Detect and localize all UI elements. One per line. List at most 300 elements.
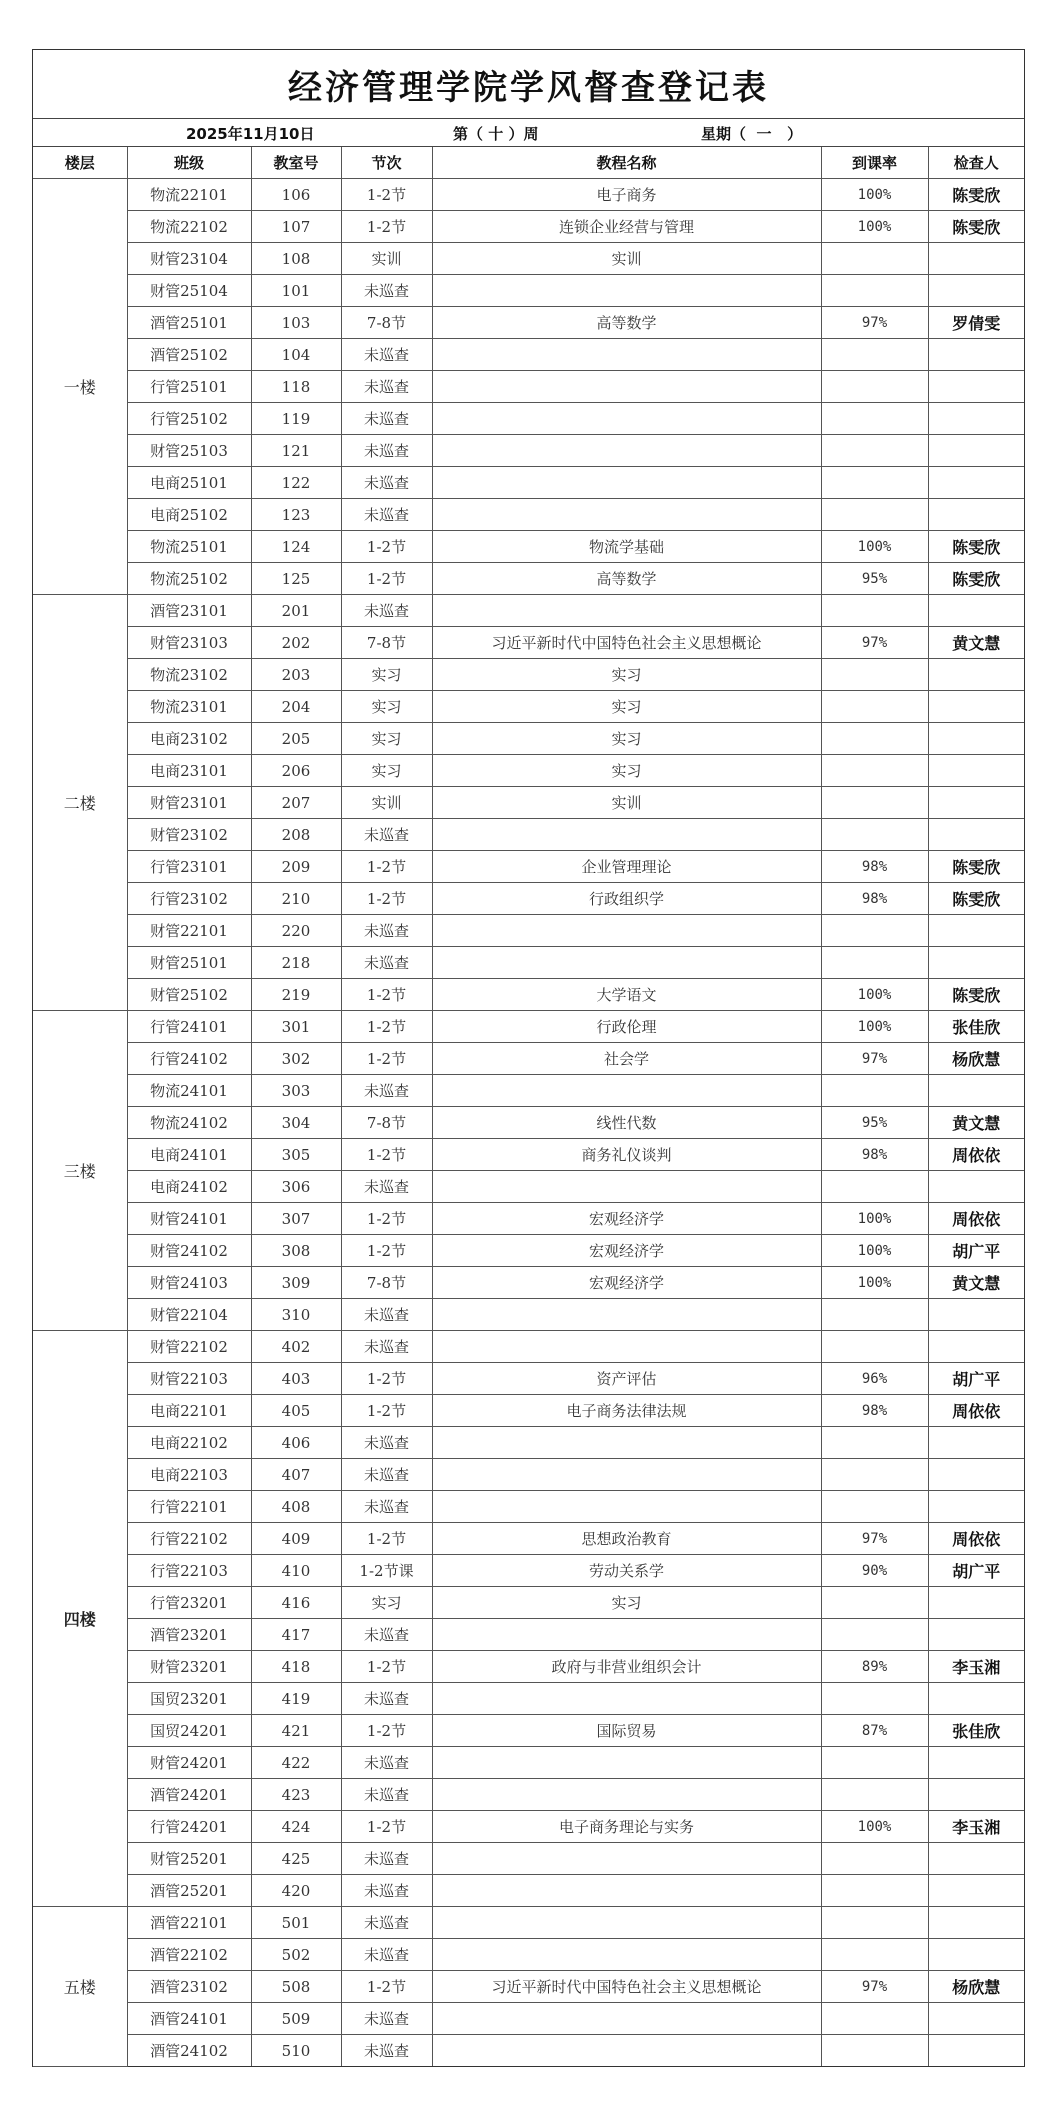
week-number: 第（ 十 ）周 <box>453 125 539 143</box>
floor-cell: 一楼 <box>33 179 127 595</box>
inspector-cell <box>928 2035 1024 2067</box>
attendance-cell <box>821 915 928 947</box>
period-cell: 未巡查 <box>341 947 432 979</box>
class-cell: 财管23102 <box>127 819 251 851</box>
class-cell: 酒管23101 <box>127 595 251 627</box>
course-cell <box>432 275 821 307</box>
room-cell: 302 <box>251 1043 341 1075</box>
attendance-cell: 97% <box>821 1971 928 2003</box>
inspector-cell: 胡广平 <box>928 1363 1024 1395</box>
room-cell: 101 <box>251 275 341 307</box>
col-header-floor: 楼层 <box>33 147 127 179</box>
attendance-cell <box>821 499 928 531</box>
attendance-cell: 97% <box>821 1523 928 1555</box>
course-cell: 习近平新时代中国特色社会主义思想概论 <box>432 1971 821 2003</box>
room-cell: 203 <box>251 659 341 691</box>
course-cell <box>432 1875 821 1907</box>
inspector-cell <box>928 1747 1024 1779</box>
course-cell <box>432 1907 821 1939</box>
period-cell: 未巡查 <box>341 339 432 371</box>
period-cell: 1-2节 <box>341 1043 432 1075</box>
attendance-cell: 98% <box>821 1395 928 1427</box>
course-cell <box>432 1331 821 1363</box>
inspector-cell <box>928 915 1024 947</box>
room-cell: 508 <box>251 1971 341 2003</box>
room-cell: 218 <box>251 947 341 979</box>
course-cell <box>432 595 821 627</box>
room-cell: 121 <box>251 435 341 467</box>
col-header-course: 教程名称 <box>432 147 821 179</box>
class-cell: 行管23201 <box>127 1587 251 1619</box>
table-row <box>33 563 1024 595</box>
class-cell: 电商25102 <box>127 499 251 531</box>
table-row <box>33 179 1024 211</box>
table-row <box>33 1363 1024 1395</box>
room-cell: 210 <box>251 883 341 915</box>
course-cell: 行政伦理 <box>432 1011 821 1043</box>
table-row <box>33 1971 1024 2003</box>
room-cell: 402 <box>251 1331 341 1363</box>
inspector-cell <box>928 2003 1024 2035</box>
table-row <box>33 2035 1024 2067</box>
class-cell: 行管25101 <box>127 371 251 403</box>
inspector-cell: 李玉湘 <box>928 1651 1024 1683</box>
room-cell: 209 <box>251 851 341 883</box>
inspector-cell: 胡广平 <box>928 1235 1024 1267</box>
period-cell: 未巡查 <box>341 1075 432 1107</box>
course-cell <box>432 2003 821 2035</box>
class-cell: 财管22104 <box>127 1299 251 1331</box>
table-row <box>33 1779 1024 1811</box>
attendance-cell <box>821 1875 928 1907</box>
course-cell <box>432 2035 821 2067</box>
table-row <box>33 1267 1024 1299</box>
class-cell: 财管25102 <box>127 979 251 1011</box>
class-cell: 酒管23201 <box>127 1619 251 1651</box>
weekday: 星期（ 一 ） <box>701 125 803 143</box>
table-row <box>33 243 1024 275</box>
class-cell: 财管23101 <box>127 787 251 819</box>
class-cell: 电商23101 <box>127 755 251 787</box>
period-cell: 1-2节 <box>341 179 432 211</box>
period-cell: 实习 <box>341 1587 432 1619</box>
room-cell: 410 <box>251 1555 341 1587</box>
course-cell <box>432 915 821 947</box>
course-cell <box>432 1427 821 1459</box>
course-cell: 资产评估 <box>432 1363 821 1395</box>
table-row <box>33 947 1024 979</box>
room-cell: 421 <box>251 1715 341 1747</box>
attendance-cell <box>821 1587 928 1619</box>
period-cell: 7-8节 <box>341 307 432 339</box>
course-cell: 实训 <box>432 243 821 275</box>
inspector-cell <box>928 339 1024 371</box>
course-cell: 高等数学 <box>432 307 821 339</box>
attendance-cell: 98% <box>821 1139 928 1171</box>
course-cell <box>432 499 821 531</box>
course-cell <box>432 1779 821 1811</box>
table-row <box>33 915 1024 947</box>
table-row <box>33 1331 1024 1363</box>
period-cell: 实训 <box>341 787 432 819</box>
period-cell: 1-2节 <box>341 1011 432 1043</box>
col-header-room: 教室号 <box>251 147 341 179</box>
table-row <box>33 1203 1024 1235</box>
inspector-cell: 陈雯欣 <box>928 531 1024 563</box>
period-cell: 未巡查 <box>341 1491 432 1523</box>
class-cell: 物流25101 <box>127 531 251 563</box>
room-cell: 123 <box>251 499 341 531</box>
table-row <box>33 1875 1024 1907</box>
inspector-cell <box>928 1875 1024 1907</box>
inspector-cell <box>928 1779 1024 1811</box>
course-cell: 电子商务法律法规 <box>432 1395 821 1427</box>
class-cell: 物流22102 <box>127 211 251 243</box>
course-cell: 实习 <box>432 691 821 723</box>
room-cell: 220 <box>251 915 341 947</box>
course-cell <box>432 403 821 435</box>
room-cell: 201 <box>251 595 341 627</box>
attendance-cell <box>821 339 928 371</box>
class-cell: 物流23102 <box>127 659 251 691</box>
period-cell: 未巡查 <box>341 1939 432 1971</box>
course-cell: 实习 <box>432 755 821 787</box>
class-cell: 电商22101 <box>127 1395 251 1427</box>
course-cell: 高等数学 <box>432 563 821 595</box>
inspector-cell <box>928 1331 1024 1363</box>
class-cell: 行管22101 <box>127 1491 251 1523</box>
attendance-cell: 100% <box>821 1011 928 1043</box>
inspector-cell: 杨欣慧 <box>928 1043 1024 1075</box>
attendance-cell: 98% <box>821 883 928 915</box>
table-row <box>33 1459 1024 1491</box>
room-cell: 307 <box>251 1203 341 1235</box>
table-row <box>33 1747 1024 1779</box>
class-cell: 物流22101 <box>127 179 251 211</box>
room-cell: 202 <box>251 627 341 659</box>
attendance-cell <box>821 467 928 499</box>
class-cell: 财管25103 <box>127 435 251 467</box>
period-cell: 未巡查 <box>341 1779 432 1811</box>
course-cell: 实训 <box>432 787 821 819</box>
table-row <box>33 371 1024 403</box>
sheet-title: 经济管理学院学风督查登记表 <box>33 50 1024 119</box>
period-cell: 未巡查 <box>341 915 432 947</box>
table-row <box>33 339 1024 371</box>
inspector-cell: 陈雯欣 <box>928 883 1024 915</box>
table-row <box>33 1075 1024 1107</box>
table-row <box>33 2003 1024 2035</box>
room-cell: 510 <box>251 2035 341 2067</box>
course-cell <box>432 819 821 851</box>
inspector-cell: 李玉湘 <box>928 1811 1024 1843</box>
table-row <box>33 1395 1024 1427</box>
inspector-cell <box>928 1075 1024 1107</box>
inspector-cell: 周依依 <box>928 1395 1024 1427</box>
inspector-cell: 陈雯欣 <box>928 563 1024 595</box>
table-row <box>33 1811 1024 1843</box>
table-row <box>33 211 1024 243</box>
period-cell: 未巡查 <box>341 819 432 851</box>
period-cell: 实习 <box>341 755 432 787</box>
inspector-cell: 罗倩雯 <box>928 307 1024 339</box>
attendance-cell <box>821 1907 928 1939</box>
course-cell: 实习 <box>432 659 821 691</box>
period-cell: 未巡查 <box>341 1683 432 1715</box>
room-cell: 207 <box>251 787 341 819</box>
table-row <box>33 403 1024 435</box>
attendance-cell <box>821 1683 928 1715</box>
room-cell: 208 <box>251 819 341 851</box>
table-row <box>33 1651 1024 1683</box>
attendance-cell: 100% <box>821 1267 928 1299</box>
class-cell: 行管23102 <box>127 883 251 915</box>
course-cell <box>432 1683 821 1715</box>
room-cell: 303 <box>251 1075 341 1107</box>
course-cell <box>432 339 821 371</box>
course-cell <box>432 435 821 467</box>
period-cell: 未巡查 <box>341 595 432 627</box>
inspector-cell <box>928 275 1024 307</box>
room-cell: 103 <box>251 307 341 339</box>
attendance-cell <box>821 435 928 467</box>
inspector-cell: 陈雯欣 <box>928 851 1024 883</box>
period-cell: 未巡查 <box>341 467 432 499</box>
attendance-cell <box>821 755 928 787</box>
attendance-cell <box>821 403 928 435</box>
attendance-cell: 95% <box>821 563 928 595</box>
inspector-cell: 黄文慧 <box>928 1107 1024 1139</box>
table-row <box>33 499 1024 531</box>
table-row <box>33 787 1024 819</box>
period-cell: 7-8节 <box>341 1267 432 1299</box>
course-cell <box>432 1299 821 1331</box>
table-body <box>33 179 1024 2067</box>
room-cell: 306 <box>251 1171 341 1203</box>
class-cell: 酒管24201 <box>127 1779 251 1811</box>
inspector-cell: 黄文慧 <box>928 1267 1024 1299</box>
inspector-cell: 周依依 <box>928 1523 1024 1555</box>
period-cell: 实训 <box>341 243 432 275</box>
class-cell: 物流24101 <box>127 1075 251 1107</box>
course-cell: 电子商务 <box>432 179 821 211</box>
period-cell: 未巡查 <box>341 499 432 531</box>
period-cell: 1-2节 <box>341 883 432 915</box>
room-cell: 309 <box>251 1267 341 1299</box>
table-row <box>33 1523 1024 1555</box>
room-cell: 104 <box>251 339 341 371</box>
table-row <box>33 595 1024 627</box>
course-cell: 国际贸易 <box>432 1715 821 1747</box>
room-cell: 420 <box>251 1875 341 1907</box>
room-cell: 125 <box>251 563 341 595</box>
room-cell: 509 <box>251 2003 341 2035</box>
table-row <box>33 435 1024 467</box>
inspector-cell: 胡广平 <box>928 1555 1024 1587</box>
room-cell: 501 <box>251 1907 341 1939</box>
class-cell: 财管24201 <box>127 1747 251 1779</box>
class-cell: 财管24102 <box>127 1235 251 1267</box>
room-cell: 206 <box>251 755 341 787</box>
attendance-cell: 100% <box>821 531 928 563</box>
class-cell: 行管24201 <box>127 1811 251 1843</box>
inspection-table <box>33 147 1024 2067</box>
room-cell: 424 <box>251 1811 341 1843</box>
inspector-cell <box>928 1587 1024 1619</box>
course-cell: 宏观经济学 <box>432 1235 821 1267</box>
attendance-cell: 90% <box>821 1555 928 1587</box>
attendance-cell <box>821 1459 928 1491</box>
room-cell: 107 <box>251 211 341 243</box>
course-cell: 行政组织学 <box>432 883 821 915</box>
room-cell: 118 <box>251 371 341 403</box>
course-cell <box>432 947 821 979</box>
inspector-cell: 周依依 <box>928 1203 1024 1235</box>
period-cell: 1-2节 <box>341 531 432 563</box>
class-cell: 酒管24102 <box>127 2035 251 2067</box>
attendance-cell: 95% <box>821 1107 928 1139</box>
floor-cell: 四楼 <box>33 1331 127 1907</box>
inspector-cell <box>928 659 1024 691</box>
attendance-cell <box>821 1171 928 1203</box>
table-row <box>33 1587 1024 1619</box>
attendance-cell: 98% <box>821 851 928 883</box>
table-row <box>33 1555 1024 1587</box>
period-cell: 未巡查 <box>341 2003 432 2035</box>
table-row <box>33 307 1024 339</box>
attendance-cell: 97% <box>821 1043 928 1075</box>
period-cell: 未巡查 <box>341 2035 432 2067</box>
attendance-cell <box>821 275 928 307</box>
course-cell: 宏观经济学 <box>432 1203 821 1235</box>
class-cell: 国贸24201 <box>127 1715 251 1747</box>
room-cell: 409 <box>251 1523 341 1555</box>
inspector-cell <box>928 435 1024 467</box>
class-cell: 财管24101 <box>127 1203 251 1235</box>
class-cell: 酒管25101 <box>127 307 251 339</box>
attendance-cell: 97% <box>821 627 928 659</box>
room-cell: 119 <box>251 403 341 435</box>
period-cell: 7-8节 <box>341 627 432 659</box>
course-cell: 电子商务理论与实务 <box>432 1811 821 1843</box>
class-cell: 酒管22101 <box>127 1907 251 1939</box>
class-cell: 行管24102 <box>127 1043 251 1075</box>
attendance-cell <box>821 2003 928 2035</box>
period-cell: 未巡查 <box>341 371 432 403</box>
attendance-cell <box>821 1075 928 1107</box>
period-cell: 1-2节 <box>341 1523 432 1555</box>
floor-cell: 二楼 <box>33 595 127 1011</box>
room-cell: 417 <box>251 1619 341 1651</box>
attendance-cell: 100% <box>821 979 928 1011</box>
class-cell: 酒管22102 <box>127 1939 251 1971</box>
course-cell: 实习 <box>432 723 821 755</box>
period-cell: 1-2节课 <box>341 1555 432 1587</box>
col-header-attendance: 到课率 <box>821 147 928 179</box>
inspector-cell: 陈雯欣 <box>928 179 1024 211</box>
class-cell: 电商24102 <box>127 1171 251 1203</box>
attendance-cell <box>821 1299 928 1331</box>
table-row <box>33 1043 1024 1075</box>
inspector-cell: 陈雯欣 <box>928 211 1024 243</box>
inspector-cell <box>928 819 1024 851</box>
room-cell: 416 <box>251 1587 341 1619</box>
room-cell: 408 <box>251 1491 341 1523</box>
inspector-cell <box>928 1939 1024 1971</box>
attendance-cell <box>821 1491 928 1523</box>
class-cell: 财管22102 <box>127 1331 251 1363</box>
inspector-cell <box>928 243 1024 275</box>
inspector-cell: 黄文慧 <box>928 627 1024 659</box>
period-cell: 未巡查 <box>341 1427 432 1459</box>
room-cell: 204 <box>251 691 341 723</box>
room-cell: 106 <box>251 179 341 211</box>
inspector-cell <box>928 1171 1024 1203</box>
period-cell: 实习 <box>341 723 432 755</box>
course-cell <box>432 1491 821 1523</box>
room-cell: 219 <box>251 979 341 1011</box>
course-cell: 社会学 <box>432 1043 821 1075</box>
room-cell: 418 <box>251 1651 341 1683</box>
table-row <box>33 1491 1024 1523</box>
room-cell: 310 <box>251 1299 341 1331</box>
course-cell <box>432 1747 821 1779</box>
inspector-cell: 张佳欣 <box>928 1715 1024 1747</box>
class-cell: 财管22103 <box>127 1363 251 1395</box>
table-row <box>33 723 1024 755</box>
class-cell: 财管25104 <box>127 275 251 307</box>
period-cell: 1-2节 <box>341 1235 432 1267</box>
period-cell: 未巡查 <box>341 1875 432 1907</box>
course-cell: 连锁企业经营与管理 <box>432 211 821 243</box>
course-cell: 政府与非营业组织会计 <box>432 1651 821 1683</box>
col-header-class: 班级 <box>127 147 251 179</box>
inspector-cell: 张佳欣 <box>928 1011 1024 1043</box>
class-cell: 电商24101 <box>127 1139 251 1171</box>
room-cell: 425 <box>251 1843 341 1875</box>
table-row <box>33 755 1024 787</box>
attendance-cell: 100% <box>821 1811 928 1843</box>
period-cell: 1-2节 <box>341 563 432 595</box>
attendance-cell: 100% <box>821 211 928 243</box>
class-cell: 电商23102 <box>127 723 251 755</box>
table-row <box>33 851 1024 883</box>
table-row <box>33 1139 1024 1171</box>
table-row <box>33 1171 1024 1203</box>
table-row <box>33 1427 1024 1459</box>
course-cell <box>432 1075 821 1107</box>
inspector-cell <box>928 947 1024 979</box>
table-row <box>33 1235 1024 1267</box>
inspector-cell: 周依依 <box>928 1139 1024 1171</box>
period-cell: 未巡查 <box>341 1843 432 1875</box>
course-cell: 思想政治教育 <box>432 1523 821 1555</box>
attendance-cell <box>821 1747 928 1779</box>
inspector-cell <box>928 755 1024 787</box>
class-cell: 行管22102 <box>127 1523 251 1555</box>
period-cell: 未巡查 <box>341 1747 432 1779</box>
period-cell: 未巡查 <box>341 1459 432 1491</box>
course-cell <box>432 1459 821 1491</box>
room-cell: 124 <box>251 531 341 563</box>
period-cell: 未巡查 <box>341 1907 432 1939</box>
table-row <box>33 1619 1024 1651</box>
table-row <box>33 1683 1024 1715</box>
class-cell: 财管23201 <box>127 1651 251 1683</box>
room-cell: 406 <box>251 1427 341 1459</box>
inspector-cell: 陈雯欣 <box>928 979 1024 1011</box>
table-row <box>33 1907 1024 1939</box>
